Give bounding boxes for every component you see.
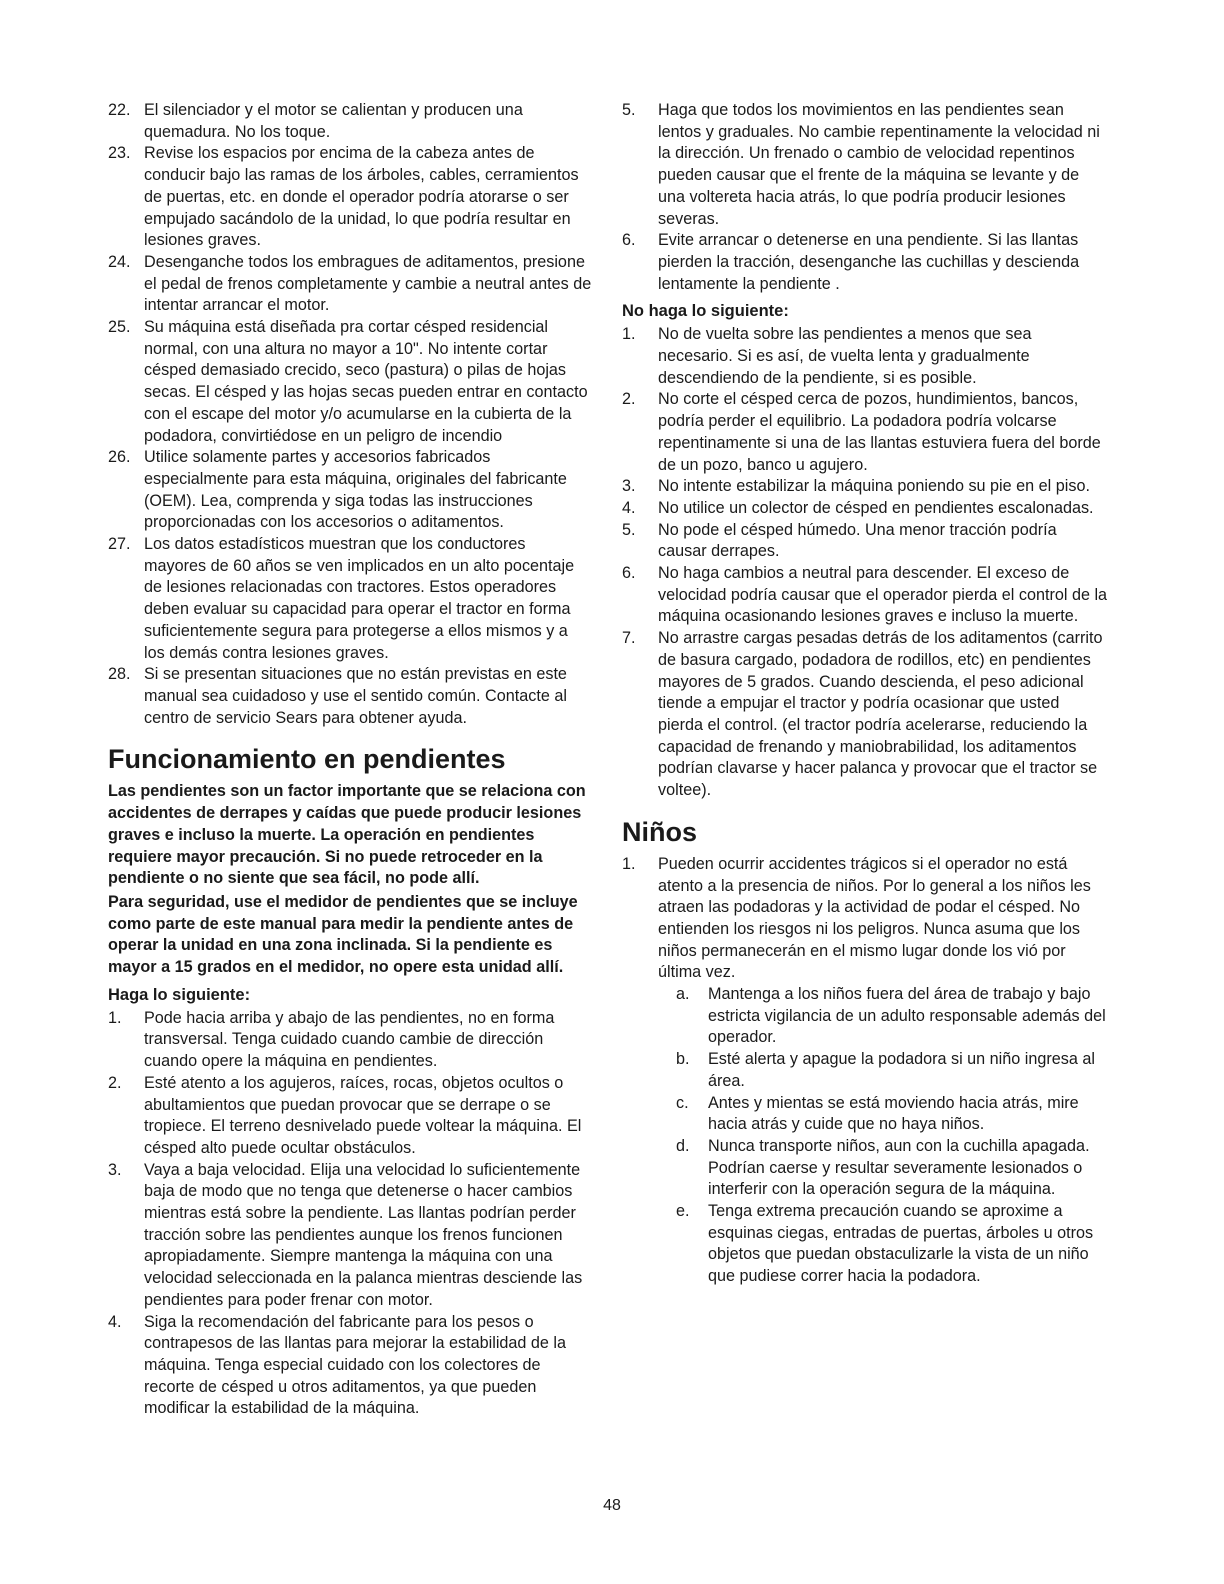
dont-item [622, 563, 1108, 628]
item-text: Tenga extrema precaución cuando se aproxime a esquinas ciegas, entradas de puertas, árboles u otros objetos que puedan obstaculizarle la vista de un niño que pudiese correr hacia la podadora. [708, 1202, 1094, 1286]
list-item [108, 447, 592, 534]
item-number: 5. [622, 520, 636, 539]
item-number: 4. [108, 1312, 122, 1331]
item-number: 1. [622, 325, 636, 344]
item-text: Su máquina está diseñada pra cortar césped residencial normal, con una altura no mayor a 10". No intente cortar césped demasiado crecido, seco (pastura) o pilas de hojas secas. El césped y las hojas secas pueden entrar en contacto con el escape del motor y/o acumularse en la cubierta de la podadora, convirtiédose en un peligro de incendio [144, 318, 588, 445]
item-number: 22. [108, 101, 131, 119]
do-item [622, 100, 1108, 230]
item-letter: b. [676, 1050, 690, 1069]
item-text: No pode el césped húmedo. Una menor tracción podría causar derrapes. [658, 520, 1057, 561]
item-text: Utilice solamente partes y accesorios fabricados especialmente para esta máquina, originales del fabricante (OEM). Lea, comprenda y siga todas las instrucciones proporcionadas con los accesorios o aditamentos. [144, 448, 567, 532]
children-sub-item [676, 1136, 1108, 1201]
item-text: Pode hacia arriba y abajo de las pendientes, no en forma transversal. Tenga cuidado cuando cambie de dirección cuando opere la máquina en pendientes. [144, 1008, 555, 1071]
children-sub-item [676, 1093, 1108, 1136]
item-number: 6. [622, 231, 636, 250]
item-text: Revise los espacios por encima de la cabeza antes de conducir bajo las ramas de los árboles, cables, cerramientos de puertas, etc. en donde el operador podría atorarse o ser empujado sacándolo de la unidad, lo que podría resultar en lesiones graves. [144, 144, 579, 250]
item-text: Pueden ocurrir accidentes trágicos si el operador no está atento a la presencia de niños. Por lo general a los niños les atraen las podadoras y la actividad de podar el césped. No entienden los riesgos ni los peligros. Nunca asuma que los niños permanecerán en el mismo lugar donde los vió por última vez. [658, 854, 1091, 982]
dont-item [622, 520, 1108, 563]
item-text: Siga la recomendación del fabricante para los pesos o contrapesos de las llantas para mejorar la estabilidad de la máquina. Tenga especial cuidado con los colectores de recorte de césped u otros aditamentos, ya que pueden modificar la estabilidad de la máquina. [144, 1312, 567, 1418]
right-column [622, 100, 1108, 1288]
children-item [622, 854, 1108, 984]
dont-item [622, 628, 1108, 802]
list-item [108, 534, 592, 664]
item-number: 6. [622, 564, 636, 583]
list-item [108, 317, 592, 447]
slopes-warning-paragraph: Las pendientes son un factor importante que se relaciona con accidentes de derrapes y caídas que puede producir lesiones graves e incluso la muerte. La operación en pendientes requiere mayor precaución. Si no puede retroceder en la pendiente o no siente que sea fácil, no pode allí. [108, 782, 586, 888]
do-item [108, 1073, 592, 1160]
dont-heading: No haga lo siguiente: [622, 302, 789, 321]
item-number: 26. [108, 448, 131, 467]
slopes-gauge-paragraph: Para seguridad, use el medidor de pendientes que se incluye como parte de este manual para medir la pendiente antes de operar la unidad en una zona inclinada. Si la pendiente es mayor a 15 grados en el medidor, no opere esta unidad allí. [108, 892, 578, 977]
item-text: Esté atento a los agujeros, raíces, rocas, objetos ocultos o abultamientos que puedan provocar que se derrape o se tropiece. El terreno desnivelado puede voltear la máquina. El césped alto puede ocultar obstáculos. [144, 1073, 582, 1157]
item-number: 1. [622, 854, 636, 873]
item-number: 2. [108, 1073, 122, 1092]
item-text: Evite arrancar o detenerse en una pendiente. Si las llantas pierden la tracción, desenganche las cuchillas y descienda lentamente la pendiente . [658, 231, 1080, 293]
item-text: Antes y mientas se está moviendo hacia atrás, mire hacia atrás y cuide que no haya niños. [708, 1093, 1079, 1134]
section-title-children: Niños [622, 816, 698, 847]
item-number: 7. [622, 629, 636, 648]
item-number: 5. [622, 101, 636, 119]
do-item [622, 230, 1108, 295]
children-sub-item [676, 1049, 1108, 1092]
page-number: 48 [603, 1497, 621, 1514]
item-text: Los datos estadísticos muestran que los conductores mayores de 60 años se ven implicados en un alto pocentaje de lesiones relacionadas con tractores. Estos operadores deben evaluar su capacidad para operar el tractor en forma suficientemente segura para protegerse a ellos mismos y a los demás contra lesiones graves. [144, 535, 575, 662]
item-number: 2. [622, 390, 636, 409]
list-item [108, 664, 592, 729]
item-letter: c. [676, 1093, 689, 1112]
do-item [108, 1160, 592, 1312]
children-sub-item [676, 1201, 1108, 1288]
children-sub-item [676, 984, 1108, 1049]
item-number: 28. [108, 665, 131, 684]
list-item [108, 252, 592, 317]
item-text: No arrastre cargas pesadas detrás de los aditamentos (carrito de basura cargado, podadora de rodillos, etc) en pendientes mayores de 5 grados. Cuando descienda, el peso adicional tiende a empujar el tractor y podría ocasionar que usted pierda el control. (el tractor podría acelerarse, reduciendo la capacidad de frenando y maniobrabilidad, los aditamentos podrían clavarse y hacer palanca y provocar que el tractor se voltee). [658, 629, 1103, 800]
item-number: 3. [108, 1160, 122, 1179]
item-text: Desenganche todos los embragues de aditamentos, presione el pedal de frenos completamente y cambie a neutral antes de intentar arrancar el motor. [144, 252, 592, 315]
item-letter: e. [676, 1202, 690, 1221]
item-text: Nunca transporte niños, aun con la cuchilla apagada. Podrían caerse y resultar severamente lesionados o interferir con la operación segura de la máquina. [708, 1136, 1090, 1199]
do-item [108, 1008, 592, 1073]
dont-item [622, 389, 1108, 476]
item-text: Esté alerta y apague la podadora si un niño ingresa al área. [708, 1050, 1095, 1090]
do-item [108, 1312, 592, 1421]
list-item [108, 100, 592, 143]
item-text: Mantenga a los niños fuera del área de trabajo y bajo estricta vigilancia de un adulto responsable además del operador. [708, 985, 1106, 1047]
dont-item [622, 476, 1108, 498]
item-text: Vaya a baja velocidad. Elija una velocidad lo suficientemente baja de modo que no tenga que detenerse o hacer cambios mientras está sobre la pendiente. Las llantas podrían perder tracción sobre las pendientes aunque los frenos funcionen apropiadamente. Siempre mantenga la máquina con una velocidad seleccionada en la palanca mientras desciende las pendientes para poder frenar con motor. [144, 1160, 583, 1309]
item-text: Haga que todos los movimientos en las pendientes sean lentos y graduales. No cambie repentinamente la velocidad ni la dirección. Un frenado o cambio de velocidad repentinos pueden causar que el frente de la máquina se levante y de una voltereta hacia atrás, lo que podría producir lesiones severas. [658, 101, 1100, 228]
list-item [108, 143, 592, 252]
item-letter: a. [676, 985, 690, 1004]
item-number: 27. [108, 535, 131, 554]
left-column [108, 100, 592, 1420]
item-number: 1. [108, 1008, 122, 1027]
item-text: No corte el césped cerca de pozos, hundimientos, bancos, podría perder el equilibrio. La podadora podría volcarse repentinamente si una de las llantas estuviera fuera del borde de un pozo, banco u agujero. [658, 390, 1101, 474]
item-text: El silenciador y el motor se calientan y producen una quemadura. No los toque. [144, 101, 523, 141]
item-number: 25. [108, 318, 131, 337]
item-letter: d. [676, 1136, 690, 1155]
item-text: No de vuelta sobre las pendientes a menos que sea necesario. Si es así, de vuelta lenta y gradualmente descendiendo de la pendiente, si es posible. [658, 325, 1032, 387]
item-text: No intente estabilizar la máquina poniendo su pie en el piso. [658, 477, 1090, 496]
do-heading: Haga lo siguiente: [108, 985, 251, 1004]
dont-item [622, 498, 1108, 520]
section-title-slopes: Funcionamiento en pendientes [108, 744, 506, 775]
item-number: 23. [108, 144, 131, 163]
item-number: 3. [622, 477, 636, 496]
item-text: No utilice un colector de césped en pendientes escalonadas. [658, 498, 1094, 517]
item-number: 24. [108, 252, 131, 271]
item-text: No haga cambios a neutral para descender. El exceso de velocidad podría causar que el operador pierda el control de la máquina ocasionando lesiones graves e incluso la muerte. [658, 564, 1108, 626]
item-text: Si se presentan situaciones que no están previstas en este manual sea cuidadoso y use el sentido común. Contacte al centro de servicio Sears para obtener ayuda. [144, 665, 567, 727]
item-number: 4. [622, 498, 636, 517]
dont-item [622, 324, 1108, 389]
